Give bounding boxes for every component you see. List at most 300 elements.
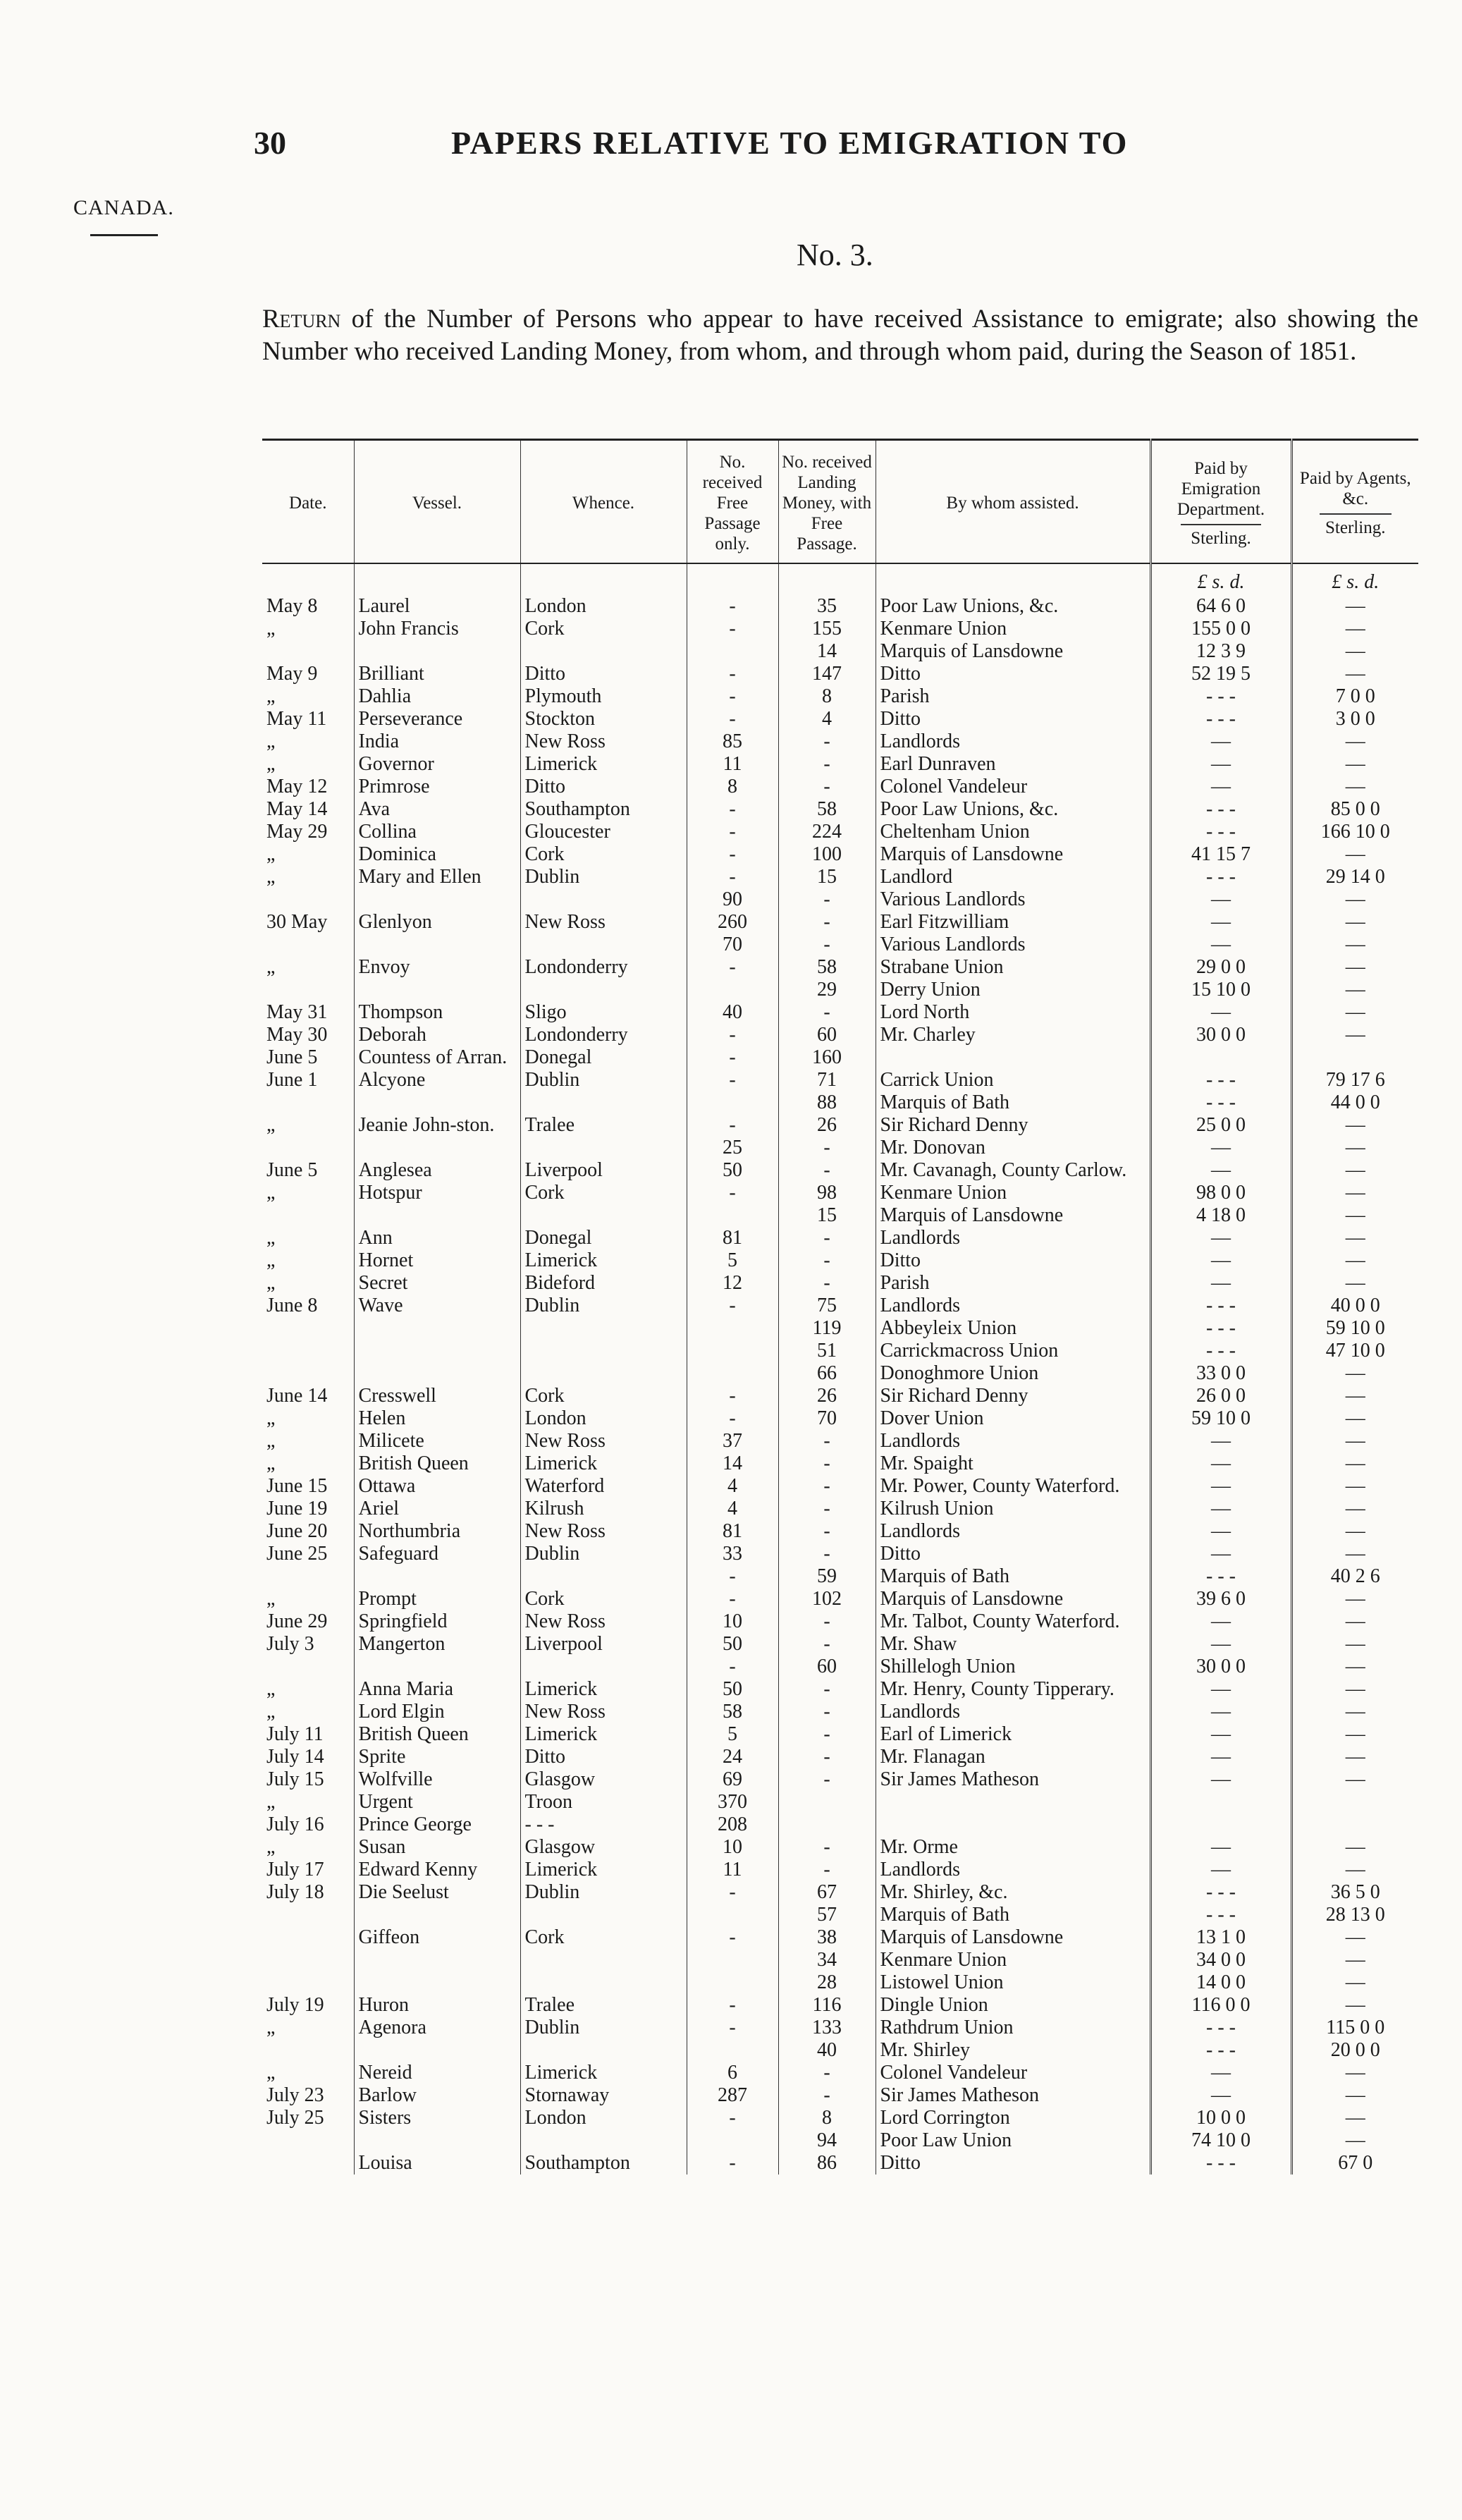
cell-whence: London [520,595,687,618]
cell-assisted-by: Kenmare Union Marquis of Lansdowne [876,618,1150,663]
caption-text: of the Number of Persons who appear to have received Assistance to emigrate; also showing the Number who received Landing Money, from whom, and through whom paid, during the Season of 1851. [262,305,1418,366]
cell-emigration-department: — [1150,1001,1291,1024]
cell-emigration-department: 64 6 0 [1150,595,1291,618]
cell-emigration-department: 29 0 0 15 10 0 [1150,956,1291,1001]
header-landing-money: No. received Landing Money, with Free Passage. [778,440,876,564]
cell-date: July 11 [266,1723,324,1745]
cell-landing-money: 147 [778,663,876,685]
cell-vessel: Dominica [354,843,520,866]
cell-assisted-by: Landlords [876,1520,1150,1543]
cell-paid-by-agents: — [1291,1249,1418,1272]
cell-landing-money: 67 57 [778,1881,876,1926]
cell-emigration-department: — [1150,1723,1291,1746]
table-row [262,1452,1418,1475]
cell-paid-by-agents: — — [1291,1182,1418,1227]
cell-emigration-department: — 30 0 0 [1150,1633,1291,1678]
cell-vessel: British Queen [354,1452,520,1475]
cell-free-passage: 8 [687,776,778,798]
cell-whence: Cork [520,618,687,663]
cell-paid-by-agents: 79 17 6 44 0 0 [1291,1069,1418,1114]
cell-emigration-department: 155 0 0 12 3 9 [1150,618,1291,663]
cell-emigration-department: — [1150,1746,1291,1768]
table-row [262,1701,1418,1723]
table-row [262,1227,1418,1249]
table-row [262,1295,1418,1385]
cell-assisted-by: Marquis of Lansdowne Kenmare Union Listowel Union [876,1926,1150,1994]
cell-free-passage: 24 [687,1746,778,1768]
cell-date [262,1926,354,1994]
cell-vessel: Laurel [354,595,520,618]
cell-date: May 31 [266,1001,328,1023]
cell-paid-by-agents: — — [1291,1114,1418,1159]
table-row [262,1272,1418,1295]
cell-emigration-department: — [1150,2062,1291,2084]
cell-vessel: Perseverance [354,708,520,730]
cell-landing-money: 15 - [778,866,876,911]
table-row [262,1633,1418,1678]
currency-units-row [262,563,1418,595]
cell-landing-money: - [778,1836,876,1859]
cell-vessel: John Francis [354,618,520,663]
cell-assisted-by: Mr. Orme [876,1836,1150,1859]
cell-assisted-by: Landlords [876,1227,1150,1249]
cell-emigration-department: 39 6 0 [1150,1588,1291,1610]
cell-assisted-by: Marquis of Lansdowne [876,1588,1150,1610]
cell-date: „ [266,1588,276,1610]
cell-free-passage: - [687,1407,778,1430]
cell-date: June 5 [266,1159,318,1181]
cell-date: July 14 [266,1746,324,1768]
cell-free-passage: 10 [687,1610,778,1633]
cell-free-passage: 33 - [687,1543,778,1588]
cell-paid-by-agents: — [1291,753,1418,776]
cell-date: „ [266,1430,276,1452]
cell-whence: Plymouth [520,685,687,708]
cell-date: „ [266,1182,276,1204]
table-row [262,911,1418,956]
cell-landing-money: 102 [778,1588,876,1610]
cell-paid-by-agents: — — [1291,618,1418,663]
cell-free-passage: 5 [687,1723,778,1746]
cell-emigration-department: — [1150,1272,1291,1295]
cell-vessel: British Queen [354,1723,520,1746]
cell-paid-by-agents: — [1291,2084,1418,2107]
cell-date: „ [266,1452,276,1474]
cell-paid-by-agents: — [1291,1452,1418,1475]
cell-whence: New Ross [520,1610,687,1633]
cell-landing-money: - [778,1001,876,1024]
table-row [262,1001,1418,1024]
emig-units: £ s. d. [1150,563,1291,595]
cell-landing-money: 8 94 [778,2107,876,2152]
cell-landing-money: - [778,1159,876,1182]
cell-vessel: Springfield [354,1610,520,1633]
cell-paid-by-agents: 3 0 0 [1291,708,1418,730]
caption-lead: Return [262,305,341,334]
cell-assisted-by: Sir James Matheson [876,1768,1150,1836]
cell-paid-by-agents: — [1291,1610,1418,1633]
cell-date: May 12 [266,776,328,797]
cell-vessel: Barlow [354,2084,520,2107]
cell-vessel: Deborah Countess of Arran. [354,1024,520,1069]
cell-whence: Liverpool [520,1159,687,1182]
cell-free-passage: - [687,2152,778,2175]
table-row [262,956,1418,1001]
cell-assisted-by: Carrick Union Marquis of Bath [876,1069,1150,1114]
cell-vessel: Louisa [354,2152,520,2175]
cell-assisted-by: Earl of Limerick [876,1723,1150,1746]
cell-vessel: Alcyone [354,1069,520,1114]
cell-landing-money: - [778,1520,876,1543]
table-row [262,1746,1418,1768]
cell-paid-by-agents: — — — [1291,1926,1418,1994]
cell-landing-money: - [778,1768,876,1836]
table-row [262,1475,1418,1498]
cell-landing-money: 35 [778,595,876,618]
table-row [262,798,1418,821]
cell-landing-money: - [778,1430,876,1452]
cell-whence: Dublin [520,1543,687,1588]
cell-emigration-department: 13 1 0 34 0 0 14 0 0 [1150,1926,1291,1994]
table-row [262,776,1418,798]
cell-vessel: Sisters [354,2107,520,2152]
cell-date: July 19 [266,1994,324,2016]
cell-assisted-by: Marquis of Lansdowne [876,843,1150,866]
cell-landing-money: 26 - [778,1114,876,1159]
cell-vessel: Milicete [354,1430,520,1452]
cell-paid-by-agents: 40 0 0 59 10 0 47 10 0 — [1291,1295,1418,1385]
cell-date: June 20 [266,1520,328,1542]
cell-date: „ [266,618,276,640]
cell-landing-money: - [778,1859,876,1881]
cell-free-passage: 4 [687,1475,778,1498]
cell-date: 30 May [266,911,328,933]
cell-landing-money: - [778,2084,876,2107]
cell-date: July 3 [266,1633,314,1655]
cell-whence: Waterford [520,1475,687,1498]
cell-vessel: Envoy [354,956,520,1001]
header-free-passage: No. received Free Passage only. [687,440,778,564]
cell-vessel: Lord Elgin [354,1701,520,1723]
cell-vessel: Agenora [354,2017,520,2062]
cell-free-passage: 58 [687,1701,778,1723]
cell-whence: Dublin [520,1881,687,1926]
cell-date: June 1 [266,1069,318,1091]
cell-whence: Cork [520,843,687,866]
cell-whence: Sligo [520,1001,687,1024]
table-row [262,753,1418,776]
cell-emigration-department: — [1150,776,1291,798]
cell-assisted-by: Sir James Matheson [876,2084,1150,2107]
cell-vessel: Mangerton [354,1633,520,1678]
cell-free-passage: 11 [687,1859,778,1881]
cell-date: „ [266,1678,276,1700]
table-row [262,1114,1418,1159]
table-row [262,730,1418,753]
cell-emigration-department: — [1150,1859,1291,1881]
cell-assisted-by: Mr. Henry, County Tipperary. [876,1678,1150,1701]
cell-whence: Londonderry Donegal [520,1024,687,1069]
cell-date: May 9 [266,663,318,685]
cell-paid-by-agents: — [1291,595,1418,618]
cell-assisted-by: Landlords Abbeyleix Union Carrickmacross Union Donoghmore Union [876,1295,1150,1385]
table-row [262,1249,1418,1272]
cell-vessel: Edward Kenny [354,1859,520,1881]
cell-free-passage: 69 370 208 [687,1768,778,1836]
cell-landing-money: - [778,1701,876,1723]
cell-emigration-department: 116 0 0 [1150,1994,1291,2017]
cell-assisted-by: Parish [876,1272,1150,1295]
cell-vessel: Mary and Ellen [354,866,520,911]
table-row [262,708,1418,730]
cell-landing-money: - [778,730,876,753]
cell-free-passage: - [687,685,778,708]
cell-whence: Stockton [520,708,687,730]
document-number: No. 3. [797,238,873,272]
table-row [262,1881,1418,1926]
cell-assisted-by: Poor Law Unions, &c. [876,595,1150,618]
cell-date: May 30 June 5 [266,1024,328,1068]
cell-vessel: Giffeon [354,1926,520,1994]
cell-landing-money: 155 14 [778,618,876,663]
cell-assisted-by: Parish [876,685,1150,708]
cell-whence: Southampton [520,2152,687,2175]
cell-date: July 17 [266,1859,324,1880]
table-row [262,1430,1418,1452]
cell-paid-by-agents: — [1291,1678,1418,1701]
cell-date: May 8 [266,595,318,617]
cell-date: July 25 [266,2107,324,2129]
cell-assisted-by: Kilrush Union [876,1498,1150,1520]
cell-assisted-by: Colonel Vandeleur [876,776,1150,798]
cell-vessel: Safeguard [354,1543,520,1588]
table-row [262,1024,1418,1069]
cell-whence: Kilrush [520,1498,687,1520]
cell-paid-by-agents: 36 5 0 28 13 0 [1291,1881,1418,1926]
margin-note: CANADA. [73,196,174,219]
table-row [262,2017,1418,2062]
cell-emigration-department: — [1150,1610,1291,1633]
cell-assisted-by: Ditto [876,1249,1150,1272]
cell-whence: Limerick [520,1859,687,1881]
cell-emigration-department: - - - - - - [1150,1069,1291,1114]
cell-landing-money: - [778,1227,876,1249]
cell-assisted-by: Rathdrum Union Mr. Shirley [876,2017,1150,2062]
cell-free-passage: 81 [687,1520,778,1543]
cell-free-passage: 12 [687,1272,778,1295]
cell-date: July 15 „ July 16 [266,1768,324,1835]
cell-paid-by-agents: — [1291,1588,1418,1610]
agents-units: £ s. d. [1291,563,1418,595]
header-assisted-by: By whom assisted. [876,440,1150,564]
running-head: PAPERS RELATIVE TO EMIGRATION TO [451,125,1129,161]
cell-landing-money: 86 [778,2152,876,2175]
cell-whence: New Ross [520,1430,687,1452]
cell-whence: Donegal [520,1227,687,1249]
cell-free-passage: - [687,1385,778,1407]
cell-landing-money: - - [778,911,876,956]
cell-free-passage: - [687,956,778,1001]
cell-emigration-department: 41 15 7 [1150,843,1291,866]
cell-date: „ [266,843,276,865]
cell-emigration-department: — [1150,1768,1291,1836]
table-row [262,1520,1418,1543]
cell-landing-money: 70 [778,1407,876,1430]
cell-vessel: Hornet [354,1249,520,1272]
cell-free-passage: - [687,1926,778,1994]
cell-paid-by-agents: — [1291,1836,1418,1859]
header-date: Date. [262,440,354,564]
cell-paid-by-agents: — [1291,1701,1418,1723]
cell-emigration-department: — [1150,1498,1291,1520]
cell-date: „ [266,753,276,775]
cell-vessel: Ottawa [354,1475,520,1498]
cell-emigration-department: — [1150,1836,1291,1859]
cell-free-passage: - 90 [687,866,778,911]
cell-date: „ [266,1836,276,1858]
cell-free-passage: 85 [687,730,778,753]
cell-landing-money: 60 160 [778,1024,876,1069]
cell-emigration-department: — [1150,1430,1291,1452]
cell-date: „ [266,1227,276,1249]
cell-assisted-by: Landlords [876,1859,1150,1881]
cell-emigration-department: 59 10 0 [1150,1407,1291,1430]
cell-emigration-department: - - - [1150,821,1291,843]
cell-whence: Ditto [520,1746,687,1768]
cell-paid-by-agents: — [1291,843,1418,866]
cell-vessel: Wave [354,1295,520,1385]
cell-landing-money: 224 [778,821,876,843]
cell-paid-by-agents: — [1291,1746,1418,1768]
table-row [262,685,1418,708]
cell-paid-by-agents: — [1291,1272,1418,1295]
cell-landing-money: - [778,1249,876,1272]
cell-paid-by-agents: — [1291,1520,1418,1543]
cell-landing-money: - [778,776,876,798]
cell-date: June 19 [266,1498,328,1519]
table-row [262,2107,1418,2152]
cell-date: „ [266,2062,276,2084]
cell-whence: London [520,1407,687,1430]
header-emigration-department-label: Paid by Emigration Department. [1177,458,1265,519]
cell-assisted-by: Ditto [876,708,1150,730]
cell-paid-by-agents: — — [1291,911,1418,956]
cell-free-passage: 50 - [687,1633,778,1678]
cell-free-passage: - [687,618,778,663]
cell-whence: Dublin [520,1295,687,1385]
cell-assisted-by: Mr. Talbot, County Waterford. [876,1610,1150,1633]
cell-landing-money: 8 [778,685,876,708]
cell-vessel: Die Seelust [354,1881,520,1926]
cell-whence: Dublin [520,1069,687,1114]
cell-paid-by-agents: — [1291,1159,1418,1182]
table-row [262,1069,1418,1114]
cell-date: July 18 [266,1881,324,1903]
cell-date: June 14 [266,1385,328,1407]
cell-emigration-department: 30 0 0 [1150,1024,1291,1069]
header-paid-by-agents [1291,440,1418,564]
cell-date: May 11 [266,708,327,730]
cell-free-passage: - [687,821,778,843]
cell-whence: Limerick [520,1452,687,1475]
table-row [262,1182,1418,1227]
cell-assisted-by: Lord North [876,1001,1150,1024]
cell-paid-by-agents: — [1291,2062,1418,2084]
cell-paid-by-agents: — — [1291,956,1418,1001]
cell-free-passage: 40 [687,1001,778,1024]
cell-emigration-department: — — [1150,911,1291,956]
cell-whence: Cork [520,1182,687,1227]
table-row [262,1678,1418,1701]
cell-emigration-department: - - - [1150,2152,1291,2175]
cell-vessel: Nereid [354,2062,520,2084]
cell-assisted-by: Ditto Marquis of Bath [876,1543,1150,1588]
table-row [262,1498,1418,1520]
cell-whence: Limerick [520,753,687,776]
table-row [262,2062,1418,2084]
cell-emigration-department: — [1150,730,1291,753]
cell-vessel: Governor [354,753,520,776]
cell-whence: Limerick [520,1723,687,1746]
cell-paid-by-agents: — [1291,1498,1418,1520]
header-paid-by-agents-label: Paid by Agents, &c. [1299,469,1411,508]
cell-landing-money: 71 88 [778,1069,876,1114]
cell-free-passage: - [687,1881,778,1926]
cell-emigration-department: - - - - - - [1150,2017,1291,2062]
cell-free-passage: 4 [687,1498,778,1520]
header-whence: Whence. [520,440,687,564]
cell-emigration-department: 25 0 0 — [1150,1114,1291,1159]
cell-emigration-department: — [1150,1452,1291,1475]
cell-date: July 23 [266,2084,324,2106]
cell-emigration-department: — - - - [1150,1543,1291,1588]
cell-vessel: Hotspur [354,1182,520,1227]
header-emigration-sterling: Sterling. [1191,528,1251,548]
cell-paid-by-agents: — [1291,1430,1418,1452]
cell-free-passage: 81 [687,1227,778,1249]
cell-vessel: Jeanie John-ston. [354,1114,520,1159]
cell-assisted-by: Landlords [876,1701,1150,1723]
cell-vessel: Anna Maria [354,1678,520,1701]
cell-free-passage: 37 [687,1430,778,1452]
cell-free-passage: - [687,708,778,730]
cell-assisted-by: Sir Richard Denny [876,1385,1150,1407]
cell-whence: Dublin [520,2017,687,2062]
table-row [262,821,1418,843]
cell-date: „ [266,1272,276,1294]
cell-vessel: Wolfville Urgent Prince George [354,1768,520,1836]
cell-date: „ [266,866,276,888]
cell-vessel: Helen [354,1407,520,1430]
cell-date: May 14 [266,798,328,820]
cell-vessel: Prompt [354,1588,520,1610]
table-row [262,866,1418,911]
cell-emigration-department: — [1150,1159,1291,1182]
cell-vessel: Ann [354,1227,520,1249]
table-row [262,1543,1418,1588]
cell-assisted-by: Landlord Various Landlords [876,866,1150,911]
cell-whence: Ditto [520,663,687,685]
cell-landing-money: 4 [778,708,876,730]
cell-paid-by-agents: — [1291,1407,1418,1430]
table-row [262,1994,1418,2017]
cell-whence: Southampton [520,798,687,821]
cell-free-passage: 10 [687,1836,778,1859]
cell-paid-by-agents: — [1291,1475,1418,1498]
cell-landing-money: - [778,753,876,776]
cell-landing-money: - [778,2062,876,2084]
cell-landing-money: - [778,1452,876,1475]
